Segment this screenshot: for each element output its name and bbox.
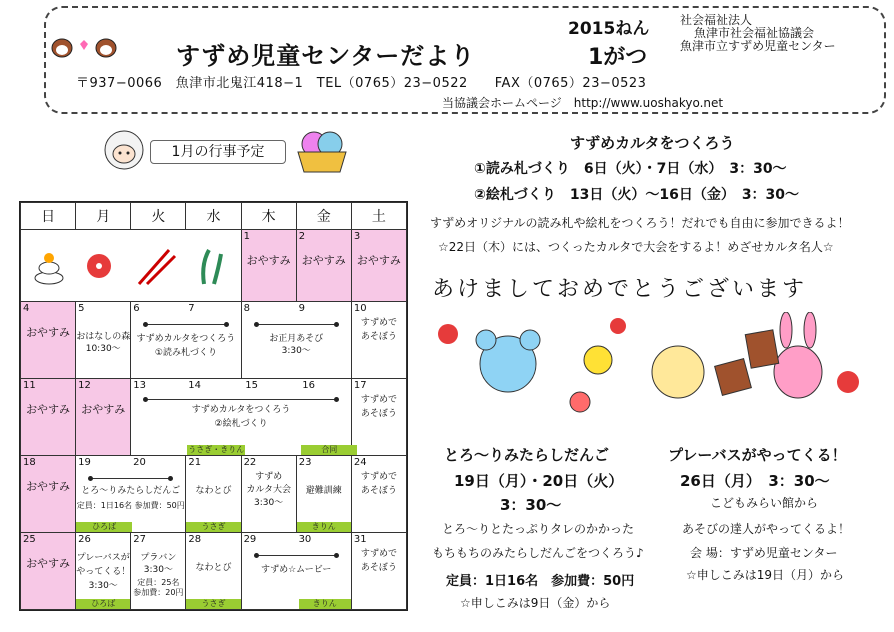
- day-3: 3 おやすみ: [351, 230, 406, 302]
- weekday-sat: 土: [351, 203, 406, 230]
- day-12: 12 おやすみ: [76, 379, 131, 456]
- weekday-tue: 火: [131, 203, 186, 230]
- day-5: 5 おはなしの森 10:30〜: [76, 302, 131, 379]
- day-29-30: 29 30 すずめ☆ムービー きりん: [241, 533, 351, 610]
- day-17: 17 すずめで あそぼう: [351, 379, 406, 456]
- badge-usagi: うさぎ: [186, 599, 240, 609]
- event-calendar: [19, 201, 408, 611]
- badge-hiroba: ひろば: [76, 599, 130, 609]
- dango-desc-2: もちもちのみたらしだんごをつくろう♪: [432, 546, 644, 560]
- day-18: 18 おやすみ: [21, 456, 76, 533]
- weekday-mon: 月: [76, 203, 131, 230]
- bus-title: プレーバスがやってくる！: [668, 446, 847, 464]
- day-25: 25 おやすみ: [21, 533, 76, 610]
- badge-goudou: 合同: [301, 445, 357, 455]
- day-11: 11 おやすみ: [21, 379, 76, 456]
- karuta-desc-2: ☆22日（木）には、つくったカルタで大会をするよ！めざせカルタ名人☆: [438, 240, 834, 254]
- bus-apply: ☆申しこみは19日（月）から: [686, 568, 845, 582]
- weekday-sun: 日: [21, 203, 76, 230]
- dango-dates: 19日（月）・20日（火）: [454, 472, 624, 490]
- new-year-greeting: あけましておめでとうございます: [432, 277, 808, 302]
- day-31: 31 すずめで あそぼう: [351, 533, 406, 610]
- day-8-9: 8 9 お正月あそび 3:30〜: [241, 302, 351, 379]
- organization: 社会福祉法人 魚津市社会福祉協議会 魚津市立すずめ児童センター: [680, 13, 836, 53]
- badge-usagi-kirin: うさぎ・きりん: [188, 445, 245, 454]
- sparrows-icon: [50, 36, 120, 58]
- day-28: 28 なわとび うさぎ: [186, 533, 241, 610]
- day-19-20: 19 20 とろ〜りみたらしだんご 定員：1日16名 参加費：50円 ひろば: [76, 457, 185, 531]
- badge-kirin: きりん: [297, 522, 351, 532]
- day-24: 24 すずめで あそぼう: [351, 456, 406, 533]
- day-10: 10 すずめで あそぼう: [351, 302, 406, 379]
- bus-desc-1: こどもみらい館から: [710, 496, 819, 510]
- bus-venue: 会 場：すずめ児童センター: [690, 546, 838, 560]
- day-26: 26 プレーバスが やってくる！ 3:30〜 ひろば: [76, 534, 131, 608]
- schedule-title: 1月の行事予定: [150, 140, 286, 164]
- day-13-16: 13 14 15 16 すずめカルタをつくろう ②絵札づくり うさぎ・きりん 合同: [131, 379, 352, 456]
- contact-info: 〒937−0066 魚津市北鬼江418−1 TEL（0765）23−0522 FAX（0765）23−0523: [76, 76, 647, 91]
- bus-desc-2: あそびの達人がやってくるよ！: [682, 522, 851, 536]
- badge-hiroba: ひろば: [76, 522, 132, 532]
- newsletter-title: すずめ児童センターだより: [176, 42, 476, 70]
- weekday-wed: 水: [186, 203, 241, 230]
- day-22: 22 すずめ カルタ大会 3:30〜: [241, 456, 296, 533]
- day-2: 2 おやすみ: [296, 230, 351, 302]
- span-line: [90, 478, 171, 479]
- month: 1がつ: [588, 45, 648, 70]
- bus-date: 26日（月） 3：30〜: [680, 472, 830, 490]
- new-year-decorations: [21, 230, 242, 302]
- dango-fee: 定員：1日16名 参加費：50円: [446, 574, 635, 589]
- karuta-desc-1: すずめオリジナルの読み札や絵札をつくろう！だれでも自由に参加できるよ！: [430, 216, 850, 230]
- badge-kirin: きりん: [299, 599, 351, 609]
- span-line: [256, 324, 337, 325]
- day-4: 4 おやすみ: [21, 302, 76, 379]
- span-line: [145, 324, 226, 325]
- sheep-icon: [100, 128, 148, 172]
- day-6-7: 6 7 すずめカルタをつくろう ①読み札づくり: [131, 302, 241, 379]
- dango-desc-1: とろ〜りとたっぷりタレのかかった: [442, 522, 635, 536]
- karuta-title: すずめカルタをつくろう: [570, 134, 735, 152]
- weekday-fri: 金: [296, 203, 351, 230]
- animals-illustration-icon: [428, 312, 868, 422]
- badge-usagi: うさぎ: [186, 522, 240, 532]
- homepage-link[interactable]: 当協議会ホームページ http://www.uoshakyo.net: [442, 96, 724, 110]
- dango-time: 3：30〜: [500, 496, 562, 514]
- yarn-basket-icon: [292, 126, 352, 176]
- day-21: 21 なわとび うさぎ: [186, 456, 241, 533]
- span-line: [145, 399, 337, 400]
- dango-title: とろ〜りみたらしだんご: [444, 446, 610, 464]
- karuta-line-1: ①読み札づくり 6日（火）・7日（水） 3：30〜: [474, 161, 787, 177]
- span-line: [256, 555, 337, 556]
- dango-apply: ☆申しこみは9日（金）から: [460, 596, 611, 610]
- karuta-line-2: ②絵札づくり 13日（火）〜16日（金） 3：30〜: [474, 187, 800, 203]
- day-27: 27 プラバン 3:30〜 定員：25名 参加費：20円: [131, 533, 186, 610]
- day-1: 1 おやすみ: [241, 230, 296, 302]
- new-year-icons: [29, 244, 229, 288]
- year: 2015ねん: [568, 19, 650, 39]
- weekday-thu: 木: [241, 203, 296, 230]
- day-23: 23 避難訓練 きりん: [296, 456, 351, 533]
